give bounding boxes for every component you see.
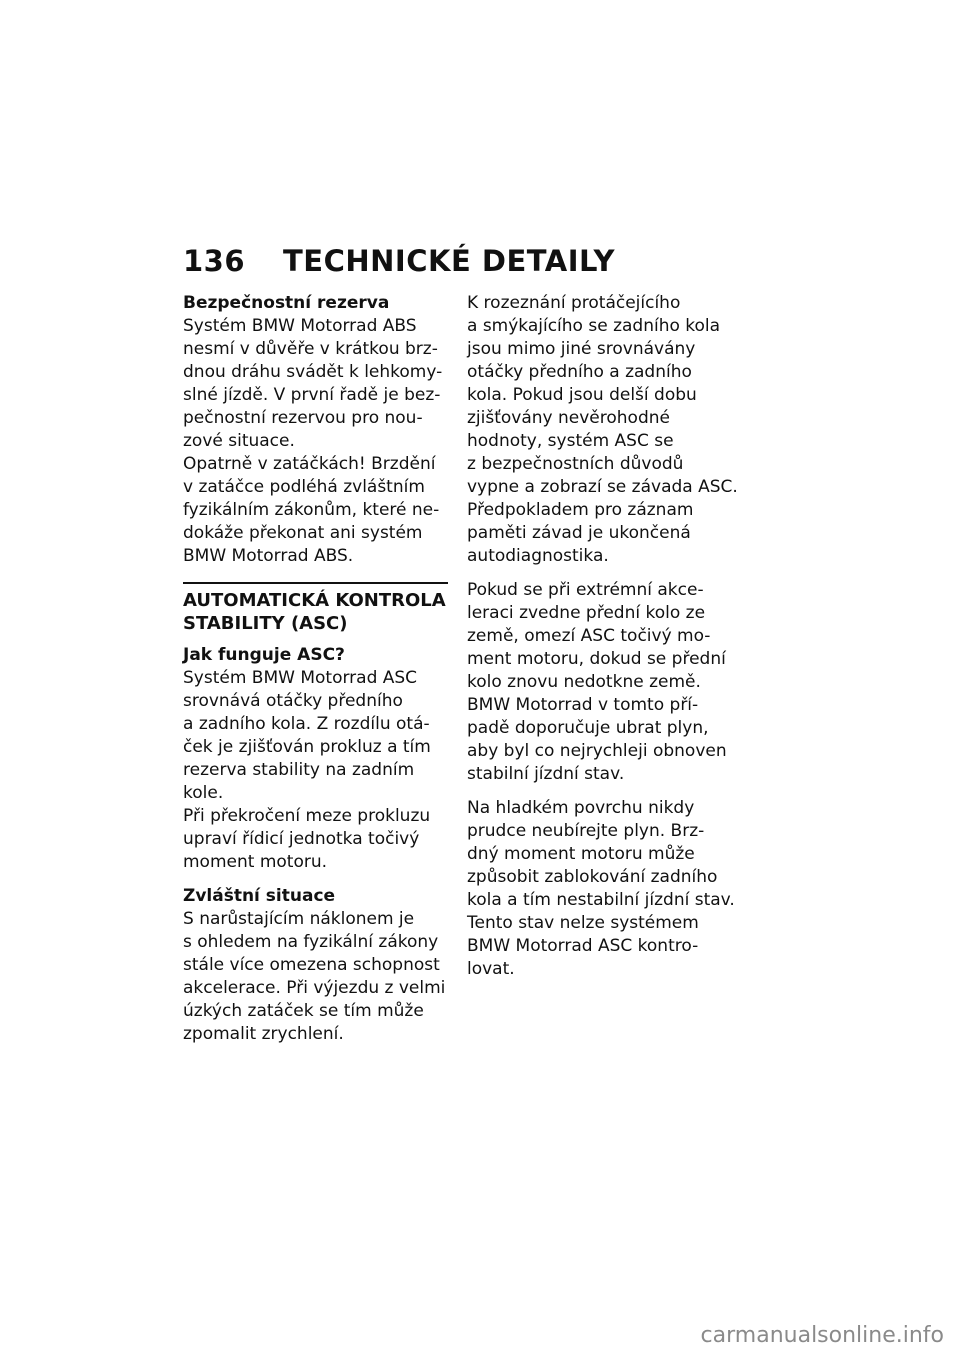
front-wheel-lift-paragraph: Pokud se při extrémní akce- leraci zvedne přední kolo ze země, omezí ASC točivý mo- ment motoru, dokud se přední kolo znovu nedotkne země. xyxy=(467,580,726,692)
left-column xyxy=(183,292,453,1046)
section-divider xyxy=(183,582,448,584)
recommendation-paragraph: BMW Motorrad v tomto pří- padě doporučuje ubrat plyn, aby byl co nejrychleji obnoven stabilní jízdní stav. xyxy=(467,695,727,784)
chapter-title: TECHNICKÉ DETAILY xyxy=(283,244,615,278)
safety-reserve-paragraph: Systém BMW Motorrad ABS nesmí v důvěře v krátkou brz- dnou dráhu svádět k lehkomy- slné jízdě. V první řadě je bez- pečnostní rezervou pro nou- zové situace. xyxy=(183,316,443,451)
asc-how-paragraph: Systém BMW Motorrad ASC srovnává otáčky předního a zadního kola. Z rozdílu otá- ček je zjišťován prokluz a tím rezerva stability na zadním kole. Při překročení meze prokluzu upraví řídicí jednotka točivý moment motoru. xyxy=(183,668,431,872)
page-number: 136 xyxy=(183,244,246,278)
cornering-paragraph: Opatrně v zatáčkách! Brzdění v zatáčce podléhá zvláštním fyzikálním zákonům, které ne- dokáže překonat ani systém BMW Motorrad ABS. xyxy=(183,454,440,566)
watermark: carmanualsonline.info xyxy=(700,1323,944,1348)
page-header xyxy=(183,244,615,284)
slippery-surface-paragraph: Na hladkém povrchu nikdy prudce neubírejte plyn. Brz- dný moment motoru může způsobit zablokování zadního kola a tím nestabilní jízdní stav. Tento stav nelze systémem BMW Motorrad ASC kontro- lovat. xyxy=(467,798,735,979)
special-situation-heading: Zvláštní situace xyxy=(183,886,336,906)
asc-detection-paragraph: K rozeznání protáčejícího a smýkajícího se zadního kola jsou mimo jiné srovnávány otáčky předního a zadního kola. Pokud jsou delší dobu zjišťovány nevěrohodné hodnoty, systém ASC se z bezpečnostních důvodů vypne a zobrazí se závada ASC. Předpokladem pro záznam paměti závad je ukončená autodiagnostika. xyxy=(467,293,738,566)
special-situation-paragraph: S narůstajícím náklonem je s ohledem na fyzikální zákony stále více omezena schopnost akcelerace. Při výjezdu z velmi úzkých zatáček se tím může zpomalit zrychlení. xyxy=(183,909,446,1044)
right-column xyxy=(467,292,742,981)
safety-reserve-heading: Bezpečnostní rezerva xyxy=(183,293,390,313)
asc-how-heading: Jak funguje ASC? xyxy=(183,645,345,665)
asc-section-title: AUTOMATICKÁ KONTROLA STABILITY (ASC) xyxy=(183,590,446,634)
